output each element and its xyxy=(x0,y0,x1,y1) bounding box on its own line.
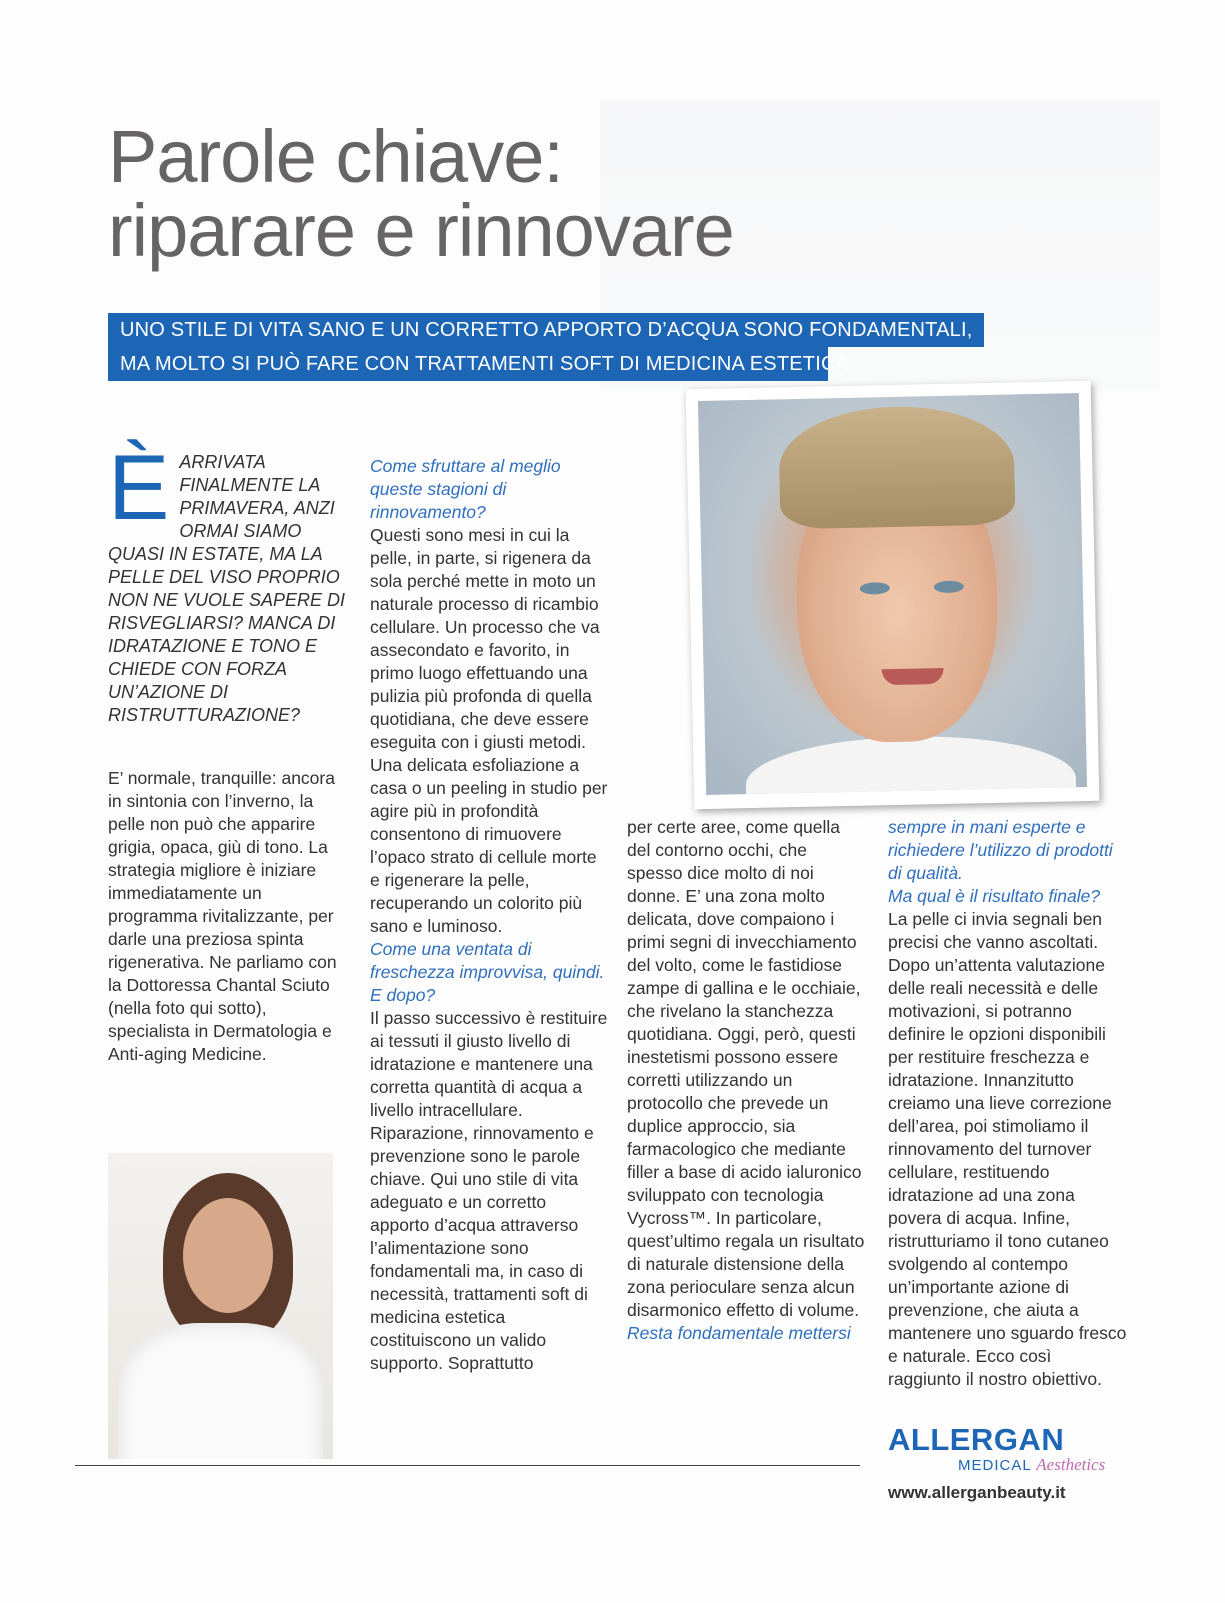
column-4-question-cont: sempre in mani esperte e richiedere l’utilizzo di prodotti di qualità. xyxy=(888,817,1113,883)
title-line-1: Parole chiave: xyxy=(108,115,563,198)
column-1-body: E’ normale, tranquille: ancora in sintonia con l’inverno, la pelle non può che apparire grigia, opaca, giù di tono. La strategia migliore è iniziare immediatamente un programma rivitalizzante, per darle una preziosa spinta rigenerativa. Ne parliamo con la Dottoressa Chantal Sciuto (nella foto qui sotto), specialista in Dermatologia e Anti-aging Medicine. xyxy=(108,768,337,1064)
answer-2: Il passo successivo è restituire ai tessuti il giusto livello di idratazione e mantenere una corretta quantità di acqua a livello intracellulare. Riparazione, rinnovamento e prevenzione sono le parole chiave. Qui uno stile di vita adeguato e un corretto apporto d’acqua attraverso l’alimentazione sono fondamentali ma, in caso di necessità, trattamenti soft di medicina estetica costituiscono un valido supporto. Soprattutto xyxy=(370,1008,608,1373)
question-3: Ma qual è il risultato finale? xyxy=(888,886,1101,906)
article-column-2 xyxy=(370,455,610,1375)
brand-url[interactable]: www.allerganbeauty.it xyxy=(888,1483,1066,1502)
column-3-question: Resta fondamentale mettersi xyxy=(627,1323,851,1343)
model-photo-image xyxy=(698,393,1087,795)
question-2: Come una ventata di freschezza improvvisa, quindi. E dopo? xyxy=(370,939,605,1005)
model-photo xyxy=(686,381,1100,809)
question-1: Come sfruttare al meglio queste stagioni di rinnovamento? xyxy=(370,456,561,522)
lead-text: ARRIVATA FINALMENTE LA PRIMAVERA, ANZI ORMAI SIAMO QUASI IN ESTATE, MA LA PELLE DEL VISO PROPRIO NON NE VUOLE SAPERE DI RISVEGLIARSI? MANCA DI IDRATAZIONE E TONO E CHIEDE CON FORZA UN’AZIONE DI RISTRUTTURAZIONE? xyxy=(108,452,346,725)
page-title xyxy=(108,115,1008,272)
footer-rule xyxy=(75,1465,860,1466)
article-column-1 xyxy=(108,437,353,1066)
answer-3: La pelle ci invia segnali ben precisi che vanno ascoltati. Dopo un’attenta valutazione delle reali necessità e delle motivazioni, si potranno definire le opzioni disponibili per restituire freschezza e idratazione. Innanzitutto creiamo una lieve correzione dell’area, poi stimoliamo il rinnovamento del turnover cellulare, restituendo idratazione ad una zona povera di acqua. Infine, ristrutturiamo il tono cutaneo svolgendo al contempo un’importante azione di prevenzione, che aiuta a mantenere uno sguardo fresco e naturale. Ecco così raggiunto il nostro obiettivo. xyxy=(888,909,1127,1389)
article-column-3 xyxy=(627,816,867,1345)
drop-cap: È xyxy=(108,437,170,539)
doctor-photo xyxy=(108,1153,333,1459)
brand-sub-medical: MEDICAL xyxy=(958,1457,1032,1474)
article-column-4 xyxy=(888,816,1128,1391)
brand-name: ALLERGAN xyxy=(888,1422,1065,1457)
subtitle-banner-1: UNO STILE DI VITA SANO E UN CORRETTO APPORTO D’ACQUA SONO FONDAMENTALI, xyxy=(108,313,984,347)
subtitle-banner-2: MA MOLTO SI PUÒ FARE CON TRATTAMENTI SOFT DI MEDICINA ESTETICA xyxy=(108,347,828,381)
brand-subtitle xyxy=(958,1456,1128,1475)
column-3-body: per certe aree, come quella del contorno occhi, che spesso dice molto di noi donne. E’ una zona molto delicata, dove compaiono i primi segni di invecchiamento del volto, come le fastidiose zampe di gallina e le occhiaie, che rivelano la stanchezza quotidiana. Oggi, però, questi inestetismi possono essere corretti utilizzando un protocollo che prevede un duplice approccio, sia farmacologico che mediante filler a base di acido ialuronico sviluppato con tecnologia Vycross™. In particolare, quest’ultimo regala un risultato di naturale distensione della zona perioculare senza alcun disarmonico effetto di volume. xyxy=(627,817,865,1320)
allergan-logo xyxy=(888,1424,1128,1503)
answer-1: Questi sono mesi in cui la pelle, in parte, si rigenera da sola perché mette in moto un naturale processo di ricambio cellulare. Un processo che va assecondato e favorito, in primo luogo effettuando una pulizia più profonda di quella quotidiana, che deve essere eseguita con i giusti metodi. Una delicata esfoliazione a casa o un peeling in studio per agire più in profondità consentono di rimuovere l’opaco strato di cellule morte e rigenerare la pelle, recuperando un colorito più sano e luminoso. xyxy=(370,525,608,936)
article-lead xyxy=(108,437,353,727)
title-line-2: riparare e rinnovare xyxy=(108,189,734,272)
brand-sub-aesthetics: Aesthetics xyxy=(1036,1455,1106,1474)
